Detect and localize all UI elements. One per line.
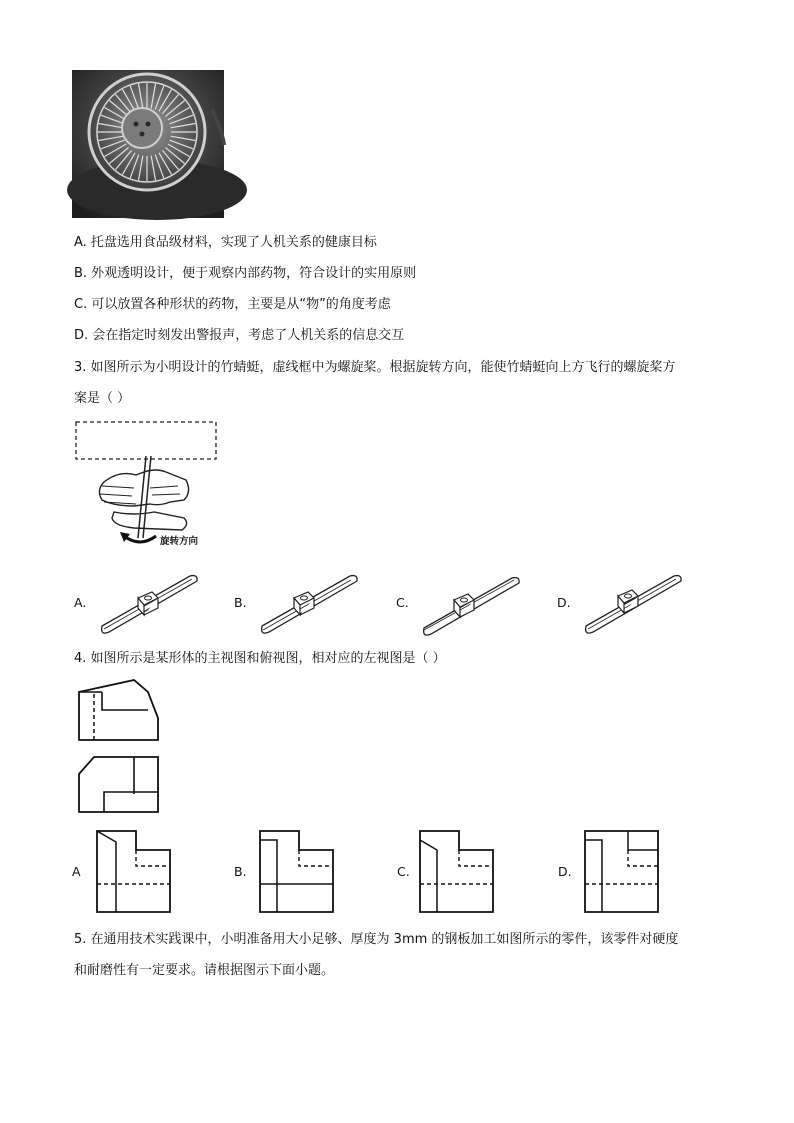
q4-stem: 4. 如图所示是某形体的主视图和俯视图，相对应的左视图是（ ） — [74, 651, 446, 666]
front-view-drawing — [78, 678, 162, 742]
propeller-d — [578, 568, 684, 638]
q4-option-c-label: C. — [397, 864, 410, 879]
q2-option-b: B. 外观透明设计，便于观察内部药物，符合设计的实用原则 — [74, 266, 417, 281]
bamboo-dragonfly-figure — [74, 420, 224, 552]
top-view-drawing — [78, 756, 160, 814]
q2-option-a: A. 托盘选用食品级材料，实现了人机关系的健康目标 — [74, 235, 377, 250]
q3-option-a-label: A. — [74, 595, 87, 610]
q5-stem-line1: 5. 在通用技术实践课中，小明准备用大小足够、厚度为 3mm 的钢板加工如图所示的零件，该零件对硬度 — [74, 932, 679, 947]
pill-box-photo — [72, 70, 224, 218]
side-view-option-a — [96, 830, 172, 914]
propeller-a — [94, 568, 200, 638]
q3-stem-line2: 案是（ ） — [74, 391, 131, 406]
q4-option-d-label: D. — [558, 864, 572, 879]
side-view-option-c — [419, 830, 495, 914]
q3-option-d-label: D. — [557, 595, 571, 610]
q4-option-b-label: B. — [234, 864, 247, 879]
q3-stem-line1: 3. 如图所示为小明设计的竹蜻蜓，虚线框中为螺旋桨。根据旋转方向，能使竹蜻蜓向上方飞行的螺旋桨方 — [74, 360, 676, 375]
q2-option-d: D. 会在指定时刻发出警报声，考虑了人机关系的信息交互 — [74, 328, 405, 343]
q2-option-c: C. 可以放置各种形状的药物，主要是从“物”的角度考虑 — [74, 297, 391, 312]
propeller-b — [254, 568, 360, 638]
q4-option-a-label: A — [72, 864, 81, 879]
rotation-direction-label: 旋转方向 — [160, 536, 199, 547]
q5-stem-line2: 和耐磨性有一定要求。请根据图示下面小题。 — [74, 963, 335, 978]
propeller-c — [416, 570, 522, 640]
q3-option-b-label: B. — [234, 595, 247, 610]
q3-option-c-label: C. — [396, 595, 409, 610]
side-view-option-d — [584, 830, 660, 914]
side-view-option-b — [259, 830, 335, 914]
